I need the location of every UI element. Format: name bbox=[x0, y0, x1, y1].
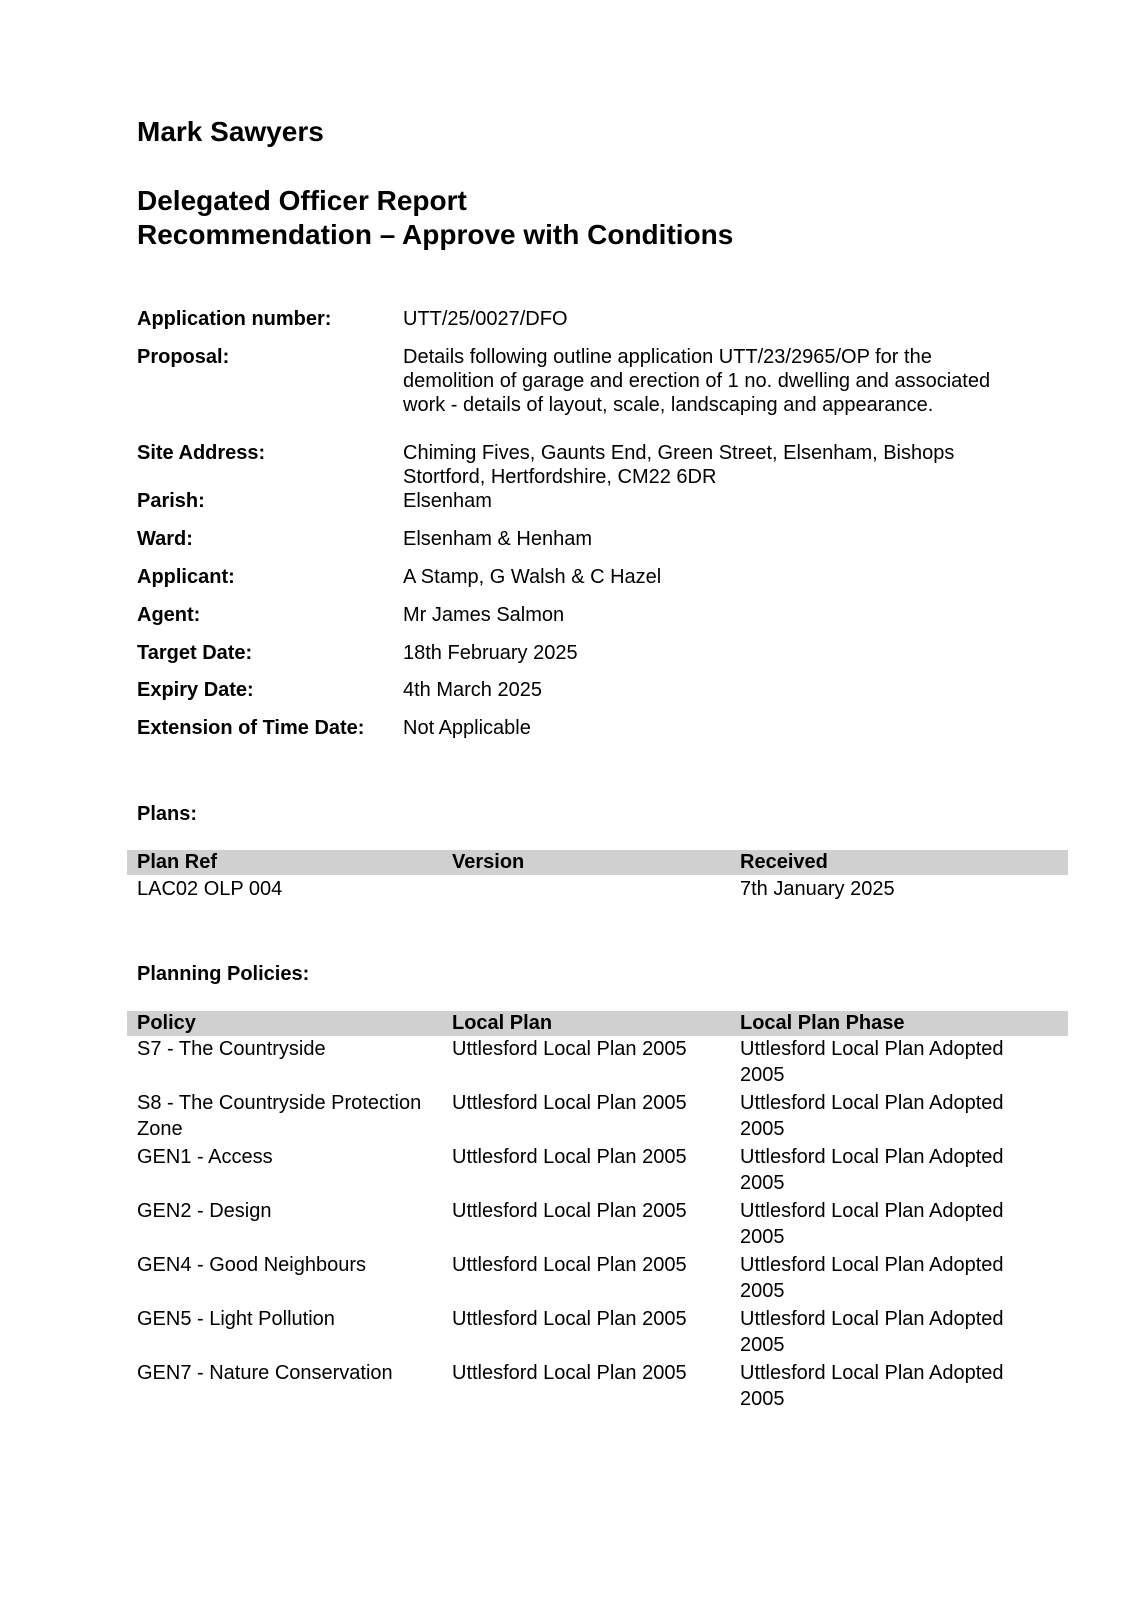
expiry-date-label: Expiry Date: bbox=[137, 679, 254, 701]
local-plan-cell: Uttlesford Local Plan 2005 bbox=[452, 1254, 687, 1276]
extension-date-label: Extension of Time Date: bbox=[137, 717, 365, 739]
policy-cell: GEN2 - Design bbox=[137, 1200, 272, 1222]
site-address-value: Chiming Fives, Gaunts End, Green Street, Elsenham, Bishops Stortford, Hertfordshire, CM22 6DR bbox=[403, 442, 955, 488]
plans-col-received: Received bbox=[740, 851, 828, 873]
officer-name: Mark Sawyers bbox=[137, 116, 324, 147]
policies-table-header bbox=[127, 1011, 1068, 1036]
local-plan-cell: Uttlesford Local Plan 2005 bbox=[452, 1308, 687, 1330]
proposal-label: Proposal: bbox=[137, 346, 230, 368]
local-plan-cell: Uttlesford Local Plan 2005 bbox=[452, 1200, 687, 1222]
local-plan-phase-cell: Uttlesford Local Plan Adopted 2005 bbox=[740, 1038, 1004, 1086]
report-title: Delegated Officer Report bbox=[137, 185, 467, 216]
extension-date-value: Not Applicable bbox=[403, 717, 531, 739]
parish-value: Elsenham bbox=[403, 490, 492, 512]
agent-value: Mr James Salmon bbox=[403, 604, 565, 626]
local-plan-phase-cell: Uttlesford Local Plan Adopted 2005 bbox=[740, 1146, 1004, 1194]
site-address-label: Site Address: bbox=[137, 442, 266, 464]
proposal-value: Details following outline application UTT/23/2965/OP for the demolition of garage and erection of 1 no. dwelling and associated work - details of layout, scale, landscaping and appearance. bbox=[403, 346, 991, 416]
local-plan-phase-cell: Uttlesford Local Plan Adopted 2005 bbox=[740, 1254, 1004, 1302]
expiry-date-value: 4th March 2025 bbox=[403, 679, 542, 701]
local-plan-cell: Uttlesford Local Plan 2005 bbox=[452, 1092, 687, 1114]
ward-label: Ward: bbox=[137, 528, 193, 550]
application-number-label: Application number: bbox=[137, 308, 332, 330]
plans-col-plan-ref: Plan Ref bbox=[137, 851, 218, 873]
parish-label: Parish: bbox=[137, 490, 205, 512]
policies-heading: Planning Policies: bbox=[137, 963, 310, 985]
ward-value: Elsenham & Henham bbox=[403, 528, 592, 550]
policies-col-local-plan-phase: Local Plan Phase bbox=[740, 1012, 905, 1034]
local-plan-phase-cell: Uttlesford Local Plan Adopted 2005 bbox=[740, 1200, 1004, 1248]
local-plan-phase-cell: Uttlesford Local Plan Adopted 2005 bbox=[740, 1362, 1004, 1410]
local-plan-cell: Uttlesford Local Plan 2005 bbox=[452, 1146, 687, 1168]
target-date-value: 18th February 2025 bbox=[403, 642, 578, 664]
policies-col-local-plan: Local Plan bbox=[452, 1012, 553, 1034]
policy-cell: GEN7 - Nature Conservation bbox=[137, 1362, 393, 1384]
policies-col-policy: Policy bbox=[137, 1012, 196, 1034]
local-plan-phase-cell: Uttlesford Local Plan Adopted 2005 bbox=[740, 1308, 1004, 1356]
agent-label: Agent: bbox=[137, 604, 201, 626]
policy-cell: GEN1 - Access bbox=[137, 1146, 273, 1168]
application-number-value: UTT/25/0027/DFO bbox=[403, 308, 568, 330]
policy-cell: S7 - The Countryside bbox=[137, 1038, 326, 1060]
policy-cell: GEN5 - Light Pollution bbox=[137, 1308, 335, 1330]
plans-heading: Plans: bbox=[137, 803, 198, 825]
plan-received-cell: 7th January 2025 bbox=[740, 878, 895, 900]
plan-ref-cell: LAC02 OLP 004 bbox=[137, 878, 283, 900]
policy-cell: GEN4 - Good Neighbours bbox=[137, 1254, 367, 1276]
applicant-label: Applicant: bbox=[137, 566, 235, 588]
target-date-label: Target Date: bbox=[137, 642, 253, 664]
recommendation: Recommendation – Approve with Conditions bbox=[137, 219, 734, 250]
plans-table-header bbox=[127, 850, 1068, 875]
plans-col-version: Version bbox=[452, 851, 525, 873]
local-plan-phase-cell: Uttlesford Local Plan Adopted 2005 bbox=[740, 1092, 1004, 1140]
local-plan-cell: Uttlesford Local Plan 2005 bbox=[452, 1038, 687, 1060]
applicant-value: A Stamp, G Walsh & C Hazel bbox=[403, 566, 662, 588]
local-plan-cell: Uttlesford Local Plan 2005 bbox=[452, 1362, 687, 1384]
policy-cell: S8 - The Countryside Protection Zone bbox=[137, 1092, 422, 1140]
